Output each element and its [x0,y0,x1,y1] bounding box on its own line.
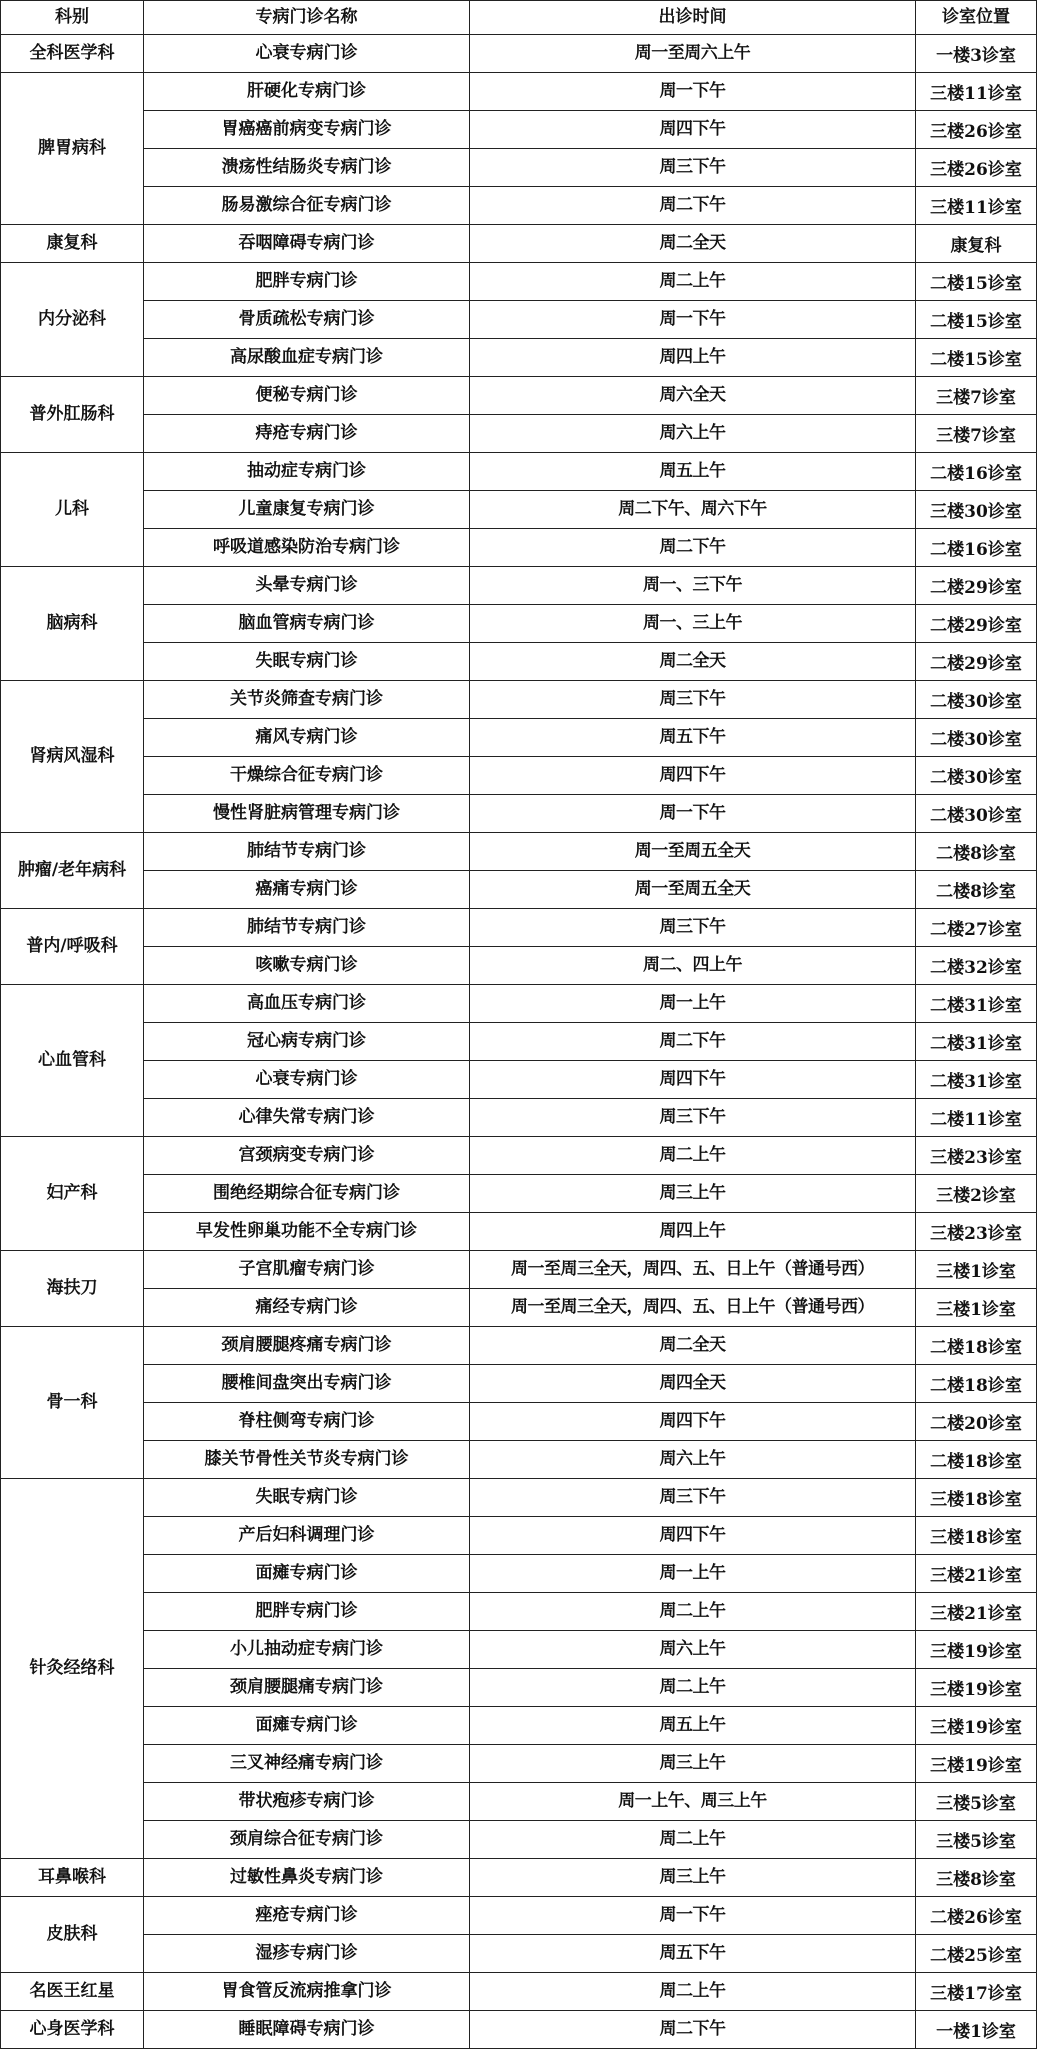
clinic-time-cell: 周五下午 [470,719,916,757]
clinic-name-cell: 脑血管病专病门诊 [144,605,470,643]
clinic-name-cell: 胃食管反流病推拿门诊 [144,1973,470,2011]
clinic-time-cell: 周一上午 [470,985,916,1023]
clinic-room-cell: 三楼19诊室 [916,1707,1037,1745]
clinic-name-cell: 失眠专病门诊 [144,643,470,681]
table-row [1,1821,1037,1859]
table-row [1,1745,1037,1783]
department-cell: 针灸经络科 [1,1479,144,1859]
clinic-room-cell: 二楼18诊室 [916,1327,1037,1365]
clinic-room-cell: 二楼31诊室 [916,1023,1037,1061]
department-cell: 脾胃病科 [1,73,144,225]
clinic-time-cell: 周三上午 [470,1745,916,1783]
clinic-room-cell: 三楼19诊室 [916,1745,1037,1783]
clinic-time-cell: 周四全天 [470,1365,916,1403]
clinic-room-cell: 三楼21诊室 [916,1593,1037,1631]
clinic-time-cell: 周五上午 [470,453,916,491]
table-row [1,73,1037,111]
clinic-room-cell: 一楼3诊室 [916,35,1037,73]
clinic-name-cell: 头晕专病门诊 [144,567,470,605]
clinic-room-cell: 三楼17诊室 [916,1973,1037,2011]
clinic-time-cell: 周二上午 [470,1973,916,2011]
clinic-name-cell: 子宫肌瘤专病门诊 [144,1251,470,1289]
clinic-time-cell: 周六上午 [470,1441,916,1479]
table-row [1,1061,1037,1099]
department-cell: 儿科 [1,453,144,567]
department-cell: 骨一科 [1,1327,144,1479]
clinic-time-cell: 周三下午 [470,681,916,719]
table-row [1,757,1037,795]
clinic-name-cell: 早发性卵巢功能不全专病门诊 [144,1213,470,1251]
clinic-name-cell: 便秘专病门诊 [144,377,470,415]
clinic-room-cell: 三楼2诊室 [916,1175,1037,1213]
clinic-name-cell: 湿疹专病门诊 [144,1935,470,1973]
clinic-room-cell: 二楼29诊室 [916,567,1037,605]
table-row [1,1555,1037,1593]
table-row [1,1327,1037,1365]
clinic-time-cell: 周五下午 [470,1935,916,1973]
table-row [1,2011,1037,2049]
clinic-time-cell: 周二、四上午 [470,947,916,985]
table-row [1,1137,1037,1175]
clinic-name-cell: 肺结节专病门诊 [144,909,470,947]
clinic-time-cell: 周二上午 [470,1593,916,1631]
department-cell: 脑病科 [1,567,144,681]
clinic-time-cell: 周四下午 [470,111,916,149]
table-row [1,377,1037,415]
clinic-name-cell: 痛风专病门诊 [144,719,470,757]
table-row [1,1859,1037,1897]
clinic-room-cell: 三楼19诊室 [916,1669,1037,1707]
table-row [1,1973,1037,2011]
clinic-time-cell: 周二全天 [470,225,916,263]
clinic-room-cell: 二楼8诊室 [916,871,1037,909]
clinic-room-cell: 二楼29诊室 [916,605,1037,643]
clinic-name-cell: 肠易激综合征专病门诊 [144,187,470,225]
clinic-name-cell: 骨质疏松专病门诊 [144,301,470,339]
table-row [1,1897,1037,1935]
clinic-room-cell: 二楼26诊室 [916,1897,1037,1935]
clinic-time-cell: 周四下午 [470,1517,916,1555]
clinic-time-cell: 周四下午 [470,1403,916,1441]
clinic-time-cell: 周二下午 [470,529,916,567]
table-row [1,491,1037,529]
clinic-name-cell: 心律失常专病门诊 [144,1099,470,1137]
table-row [1,871,1037,909]
table-row [1,415,1037,453]
clinic-room-cell: 三楼8诊室 [916,1859,1037,1897]
clinic-time-cell: 周三下午 [470,1099,916,1137]
table-row [1,1023,1037,1061]
clinic-room-cell: 三楼1诊室 [916,1289,1037,1327]
clinic-name-cell: 颈肩腰腿疼痛专病门诊 [144,1327,470,1365]
header-time: 出诊时间 [470,1,916,35]
clinic-time-cell: 周二下午 [470,2011,916,2049]
clinic-room-cell: 三楼7诊室 [916,415,1037,453]
table-row [1,35,1037,73]
header-row [1,1,1037,35]
table-row [1,1213,1037,1251]
clinic-name-cell: 产后妇科调理门诊 [144,1517,470,1555]
table-row [1,187,1037,225]
header-clinic-name: 专病门诊名称 [144,1,470,35]
header-department: 科别 [1,1,144,35]
clinic-name-cell: 膝关节骨性关节炎专病门诊 [144,1441,470,1479]
clinic-room-cell: 二楼25诊室 [916,1935,1037,1973]
clinic-time-cell: 周六全天 [470,377,916,415]
department-cell: 普外肛肠科 [1,377,144,453]
clinic-name-cell: 三叉神经痛专病门诊 [144,1745,470,1783]
department-cell: 肿瘤/老年病科 [1,833,144,909]
clinic-time-cell: 周一至周五全天 [470,833,916,871]
clinic-room-cell: 二楼30诊室 [916,719,1037,757]
clinic-time-cell: 周二上午 [470,1669,916,1707]
table-row [1,643,1037,681]
table-row [1,719,1037,757]
clinic-name-cell: 颈肩腰腿痛专病门诊 [144,1669,470,1707]
table-row [1,947,1037,985]
clinic-time-cell: 周一至周三全天，周四、五、日上午（普通号西） [470,1289,916,1327]
clinic-time-cell: 周一至周三全天，周四、五、日上午（普通号西） [470,1251,916,1289]
table-row [1,681,1037,719]
clinic-time-cell: 周二下午 [470,1023,916,1061]
clinic-time-cell: 周二上午 [470,1137,916,1175]
clinic-name-cell: 肝硬化专病门诊 [144,73,470,111]
clinic-room-cell: 二楼15诊室 [916,263,1037,301]
clinic-name-cell: 肥胖专病门诊 [144,1593,470,1631]
clinic-room-cell: 二楼30诊室 [916,757,1037,795]
clinic-name-cell: 腰椎间盘突出专病门诊 [144,1365,470,1403]
table-row [1,795,1037,833]
clinic-room-cell: 康复科 [916,225,1037,263]
clinic-name-cell: 颈肩综合征专病门诊 [144,1821,470,1859]
table-row [1,1479,1037,1517]
clinic-room-cell: 三楼11诊室 [916,73,1037,111]
clinic-time-cell: 周四上午 [470,339,916,377]
table-row [1,339,1037,377]
clinic-name-cell: 失眠专病门诊 [144,1479,470,1517]
table-row [1,1631,1037,1669]
clinic-time-cell: 周二上午 [470,1821,916,1859]
clinic-time-cell: 周二全天 [470,643,916,681]
clinic-room-cell: 三楼11诊室 [916,187,1037,225]
table-row [1,1783,1037,1821]
department-cell: 心血管科 [1,985,144,1137]
table-row [1,567,1037,605]
clinic-room-cell: 三楼7诊室 [916,377,1037,415]
clinic-name-cell: 痛经专病门诊 [144,1289,470,1327]
clinic-room-cell: 二楼16诊室 [916,453,1037,491]
clinic-room-cell: 一楼1诊室 [916,2011,1037,2049]
table-row [1,1289,1037,1327]
department-cell: 名医王红星 [1,1973,144,2011]
clinic-room-cell: 三楼1诊室 [916,1251,1037,1289]
clinic-room-cell: 二楼15诊室 [916,339,1037,377]
clinic-name-cell: 咳嗽专病门诊 [144,947,470,985]
clinic-time-cell: 周六上午 [470,415,916,453]
clinic-time-cell: 周六上午 [470,1631,916,1669]
clinic-time-cell: 周一下午 [470,795,916,833]
department-cell: 妇产科 [1,1137,144,1251]
clinic-time-cell: 周一上午、周三上午 [470,1783,916,1821]
clinic-name-cell: 癌痛专病门诊 [144,871,470,909]
clinic-time-cell: 周四下午 [470,1061,916,1099]
table-row [1,1365,1037,1403]
clinic-name-cell: 过敏性鼻炎专病门诊 [144,1859,470,1897]
clinic-name-cell: 痤疮专病门诊 [144,1897,470,1935]
clinic-time-cell: 周二上午 [470,263,916,301]
clinic-room-cell: 三楼30诊室 [916,491,1037,529]
table-row [1,1403,1037,1441]
department-cell: 皮肤科 [1,1897,144,1973]
clinic-room-cell: 三楼21诊室 [916,1555,1037,1593]
table-row [1,111,1037,149]
clinic-time-cell: 周一下午 [470,301,916,339]
clinic-name-cell: 冠心病专病门诊 [144,1023,470,1061]
clinic-time-cell: 周一、三下午 [470,567,916,605]
clinic-time-cell: 周一至周六上午 [470,35,916,73]
table-row [1,225,1037,263]
clinic-time-cell: 周一下午 [470,73,916,111]
table-row [1,1175,1037,1213]
clinic-name-cell: 儿童康复专病门诊 [144,491,470,529]
clinic-room-cell: 三楼18诊室 [916,1517,1037,1555]
department-cell: 肾病风湿科 [1,681,144,833]
table-row [1,453,1037,491]
clinic-room-cell: 二楼11诊室 [916,1099,1037,1137]
department-cell: 海扶刀 [1,1251,144,1327]
clinic-name-cell: 干燥综合征专病门诊 [144,757,470,795]
clinic-name-cell: 面瘫专病门诊 [144,1555,470,1593]
clinic-room-cell: 二楼16诊室 [916,529,1037,567]
clinic-time-cell: 周三下午 [470,1479,916,1517]
clinic-time-cell: 周一、三上午 [470,605,916,643]
table-row [1,1935,1037,1973]
department-cell: 普内/呼吸科 [1,909,144,985]
table-row [1,833,1037,871]
clinic-name-cell: 围绝经期综合征专病门诊 [144,1175,470,1213]
table-row [1,909,1037,947]
table-row [1,985,1037,1023]
department-cell: 心身医学科 [1,2011,144,2049]
clinic-time-cell: 周二全天 [470,1327,916,1365]
clinic-room-cell: 二楼27诊室 [916,909,1037,947]
clinic-name-cell: 高尿酸血症专病门诊 [144,339,470,377]
clinic-name-cell: 吞咽障碍专病门诊 [144,225,470,263]
clinic-time-cell: 周一至周五全天 [470,871,916,909]
clinic-name-cell: 脊柱侧弯专病门诊 [144,1403,470,1441]
clinic-room-cell: 三楼5诊室 [916,1783,1037,1821]
clinic-room-cell: 三楼18诊室 [916,1479,1037,1517]
table-row [1,301,1037,339]
schedule-body [1,35,1037,2049]
table-row [1,149,1037,187]
clinic-name-cell: 心衰专病门诊 [144,1061,470,1099]
clinic-time-cell: 周二下午 [470,187,916,225]
clinic-time-cell: 周三上午 [470,1175,916,1213]
clinic-room-cell: 三楼23诊室 [916,1137,1037,1175]
department-cell: 内分泌科 [1,263,144,377]
clinic-name-cell: 呼吸道感染防治专病门诊 [144,529,470,567]
table-row [1,1669,1037,1707]
table-row [1,1593,1037,1631]
clinic-name-cell: 慢性肾脏病管理专病门诊 [144,795,470,833]
department-cell: 耳鼻喉科 [1,1859,144,1897]
table-row [1,1517,1037,1555]
clinic-name-cell: 心衰专病门诊 [144,35,470,73]
clinic-time-cell: 周一上午 [470,1555,916,1593]
table-row [1,263,1037,301]
clinic-name-cell: 面瘫专病门诊 [144,1707,470,1745]
table-row [1,1099,1037,1137]
clinic-room-cell: 二楼8诊室 [916,833,1037,871]
table-row [1,1441,1037,1479]
table-row [1,1707,1037,1745]
clinic-time-cell: 周三下午 [470,149,916,187]
clinic-name-cell: 胃癌癌前病变专病门诊 [144,111,470,149]
table-row [1,529,1037,567]
department-cell: 康复科 [1,225,144,263]
department-cell: 全科医学科 [1,35,144,73]
clinic-room-cell: 二楼30诊室 [916,795,1037,833]
clinic-room-cell: 三楼26诊室 [916,111,1037,149]
clinic-name-cell: 关节炎筛查专病门诊 [144,681,470,719]
clinic-room-cell: 二楼15诊室 [916,301,1037,339]
clinic-name-cell: 肥胖专病门诊 [144,263,470,301]
clinic-name-cell: 高血压专病门诊 [144,985,470,1023]
header-location: 诊室位置 [916,1,1037,35]
clinic-room-cell: 二楼29诊室 [916,643,1037,681]
table-row [1,605,1037,643]
clinic-time-cell: 周三下午 [470,909,916,947]
clinic-room-cell: 二楼32诊室 [916,947,1037,985]
clinic-time-cell: 周一下午 [470,1897,916,1935]
clinic-room-cell: 二楼20诊室 [916,1403,1037,1441]
clinic-name-cell: 睡眠障碍专病门诊 [144,2011,470,2049]
clinic-name-cell: 抽动症专病门诊 [144,453,470,491]
clinic-name-cell: 溃疡性结肠炎专病门诊 [144,149,470,187]
clinic-time-cell: 周五上午 [470,1707,916,1745]
clinic-room-cell: 二楼31诊室 [916,1061,1037,1099]
clinic-time-cell: 周二下午、周六下午 [470,491,916,529]
table-row [1,1251,1037,1289]
clinic-room-cell: 三楼26诊室 [916,149,1037,187]
clinic-time-cell: 周四上午 [470,1213,916,1251]
clinic-name-cell: 小儿抽动症专病门诊 [144,1631,470,1669]
clinic-name-cell: 宫颈病变专病门诊 [144,1137,470,1175]
clinic-time-cell: 周四下午 [470,757,916,795]
clinic-name-cell: 痔疮专病门诊 [144,415,470,453]
clinic-room-cell: 二楼31诊室 [916,985,1037,1023]
clinic-name-cell: 肺结节专病门诊 [144,833,470,871]
clinic-room-cell: 二楼30诊室 [916,681,1037,719]
clinic-room-cell: 二楼18诊室 [916,1365,1037,1403]
clinic-room-cell: 二楼18诊室 [916,1441,1037,1479]
clinic-name-cell: 带状疱疹专病门诊 [144,1783,470,1821]
clinic-room-cell: 三楼5诊室 [916,1821,1037,1859]
clinic-room-cell: 三楼23诊室 [916,1213,1037,1251]
clinic-time-cell: 周三上午 [470,1859,916,1897]
clinic-room-cell: 三楼19诊室 [916,1631,1037,1669]
